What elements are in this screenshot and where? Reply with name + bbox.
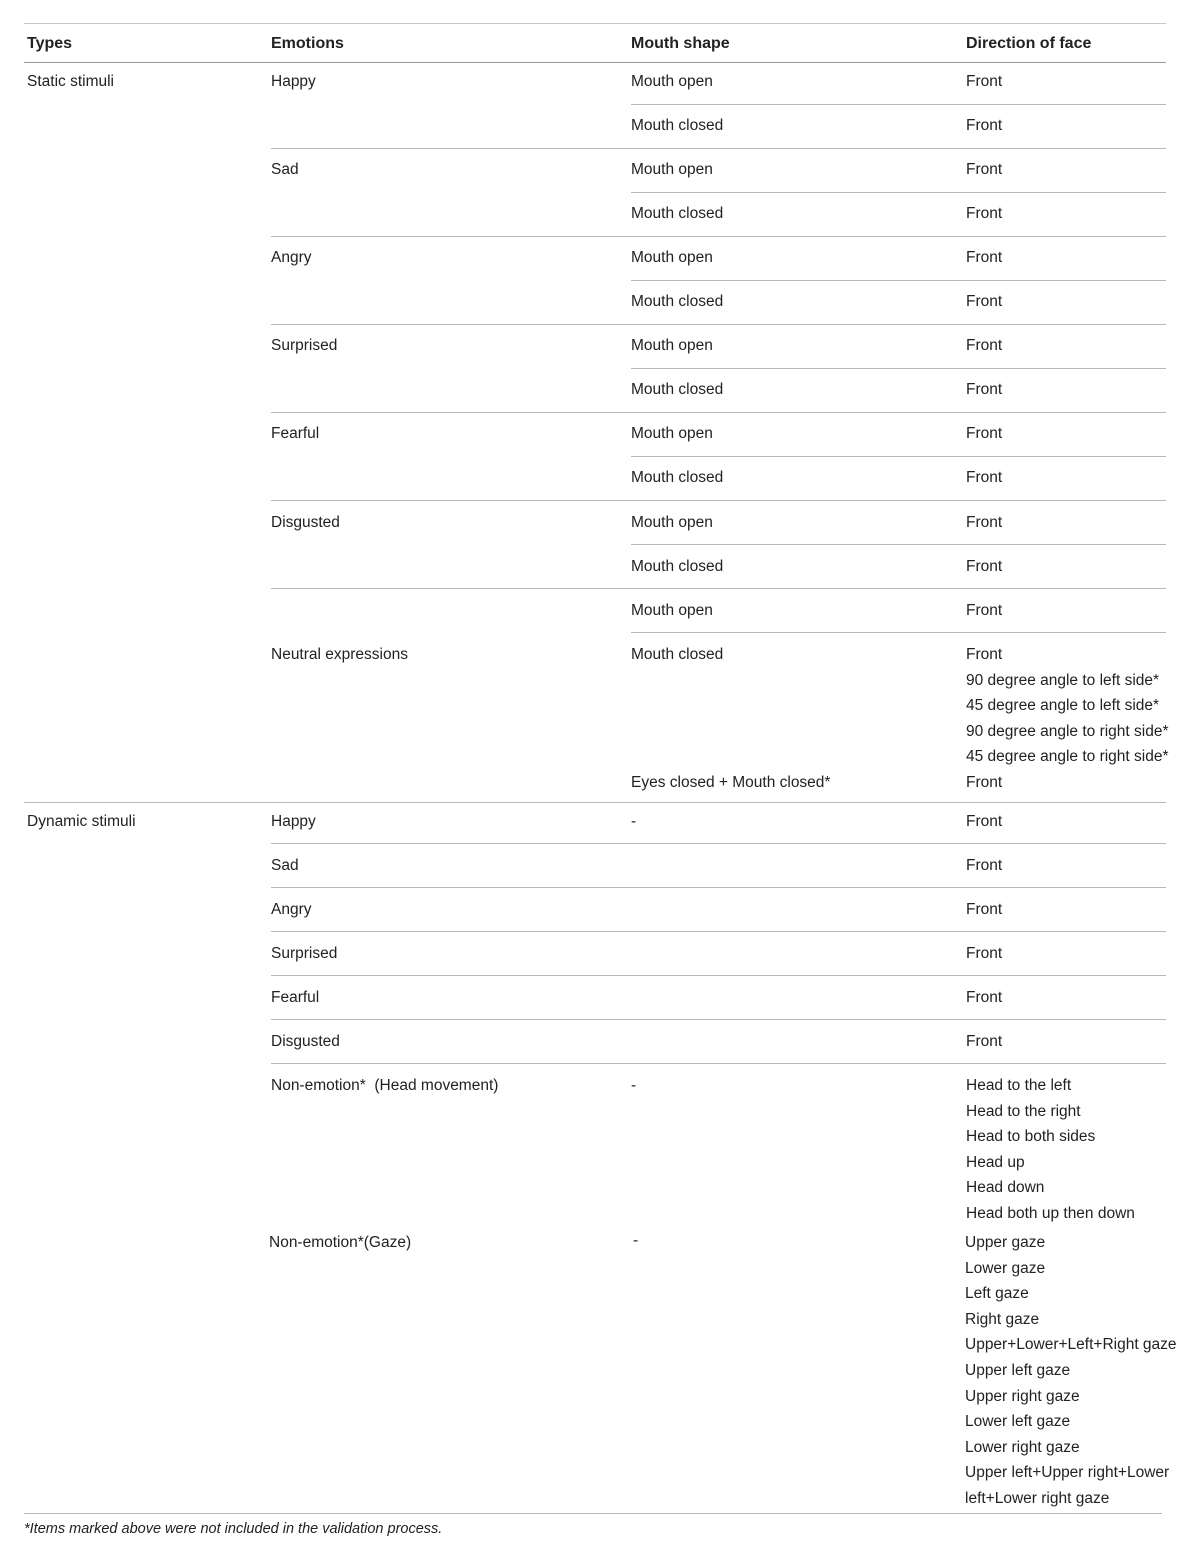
direction-cell: Front [966, 602, 1003, 619]
emotion-cell: Angry [271, 249, 312, 266]
row-rule [271, 975, 1166, 976]
direction-cell: Lower left gaze [965, 1413, 1071, 1430]
row-rule [271, 887, 1166, 888]
mouth-shape-cell: Mouth closed [631, 117, 724, 134]
direction-cell: Front [966, 1033, 1003, 1050]
direction-cell: Front [966, 469, 1003, 486]
mouth-shape-cell: Mouth closed [631, 646, 724, 663]
emotion-cell: Sad [271, 857, 299, 874]
row-rule [631, 544, 1166, 545]
row-rule [271, 500, 1166, 501]
direction-cell: Front [966, 857, 1003, 874]
emotion-cell: Happy [271, 813, 316, 830]
direction-cell: Front [966, 774, 1003, 791]
row-rule [271, 588, 1166, 589]
direction-cell: Front [966, 205, 1003, 222]
row-rule [631, 456, 1166, 457]
type-cell-dynamic: Dynamic stimuli [27, 813, 136, 830]
row-rule [271, 1019, 1166, 1020]
direction-cell: Upper left+Upper right+Lower [965, 1464, 1170, 1481]
emotion-cell-neutral: Neutral expressions [271, 646, 408, 663]
row-rule [631, 368, 1166, 369]
direction-cell: Upper right gaze [965, 1388, 1080, 1405]
mouth-shape-cell: - [631, 1077, 637, 1094]
type-cell-static: Static stimuli [27, 73, 114, 90]
row-rule [271, 148, 1166, 149]
direction-cell: Front [966, 337, 1003, 354]
direction-cell: Front [966, 901, 1003, 918]
direction-cell: 45 degree angle to left side* [966, 697, 1160, 714]
direction-cell: Lower gaze [965, 1260, 1046, 1277]
mouth-shape-cell: Mouth closed [631, 205, 724, 222]
emotion-cell: Happy [271, 73, 316, 90]
direction-cell: Upper left gaze [965, 1362, 1071, 1379]
emotion-cell: Angry [271, 901, 312, 918]
direction-cell: Front [966, 381, 1003, 398]
table-top-rule [24, 23, 1166, 24]
mouth-shape-cell: Mouth open [631, 337, 713, 354]
table-bottom-rule [24, 1513, 1162, 1514]
direction-cell: Front [966, 514, 1003, 531]
direction-cell: Left gaze [965, 1285, 1029, 1302]
emotion-cell: Fearful [271, 425, 320, 442]
direction-cell: Front [966, 249, 1003, 266]
emotion-cell: Disgusted [271, 1033, 340, 1050]
direction-cell: Upper gaze [965, 1234, 1046, 1251]
mouth-shape-cell: Mouth open [631, 249, 713, 266]
emotion-cell: Surprised [271, 945, 338, 962]
direction-cell: Front [966, 646, 1003, 663]
direction-cell: Head down [966, 1179, 1045, 1196]
direction-cell: Front [966, 989, 1003, 1006]
mouth-shape-cell: Mouth open [631, 73, 713, 90]
row-rule [631, 632, 1166, 633]
direction-cell: Front [966, 425, 1003, 442]
row-rule [271, 236, 1166, 237]
emotion-cell: Surprised [271, 337, 338, 354]
direction-cell: Front [966, 293, 1003, 310]
direction-cell: Head up [966, 1154, 1025, 1171]
direction-cell: Head to both sides [966, 1128, 1096, 1145]
table-footnote: *Items marked above were not included in the validation process. [24, 1521, 443, 1537]
direction-cell: left+Lower right gaze [965, 1490, 1110, 1507]
direction-cell: Front [966, 73, 1003, 90]
direction-cell: 45 degree angle to right side* [966, 748, 1169, 765]
mouth-shape-cell: Mouth closed [631, 558, 724, 575]
mouth-shape-cell: Mouth closed [631, 381, 724, 398]
mouth-shape-cell: Mouth closed [631, 293, 724, 310]
row-rule [631, 104, 1166, 105]
column-header-types: Types [27, 35, 73, 52]
mouth-shape-cell: Mouth open [631, 425, 713, 442]
direction-cell: Front [966, 117, 1003, 134]
header-bottom-rule [24, 62, 1166, 63]
column-header-mouth-shape: Mouth shape [631, 35, 730, 52]
row-rule [271, 1063, 1166, 1064]
column-header-emotions: Emotions [271, 35, 344, 52]
emotion-cell: Disgusted [271, 514, 340, 531]
direction-cell: 90 degree angle to left side* [966, 672, 1160, 689]
column-header-direction: Direction of face [966, 35, 1092, 52]
mouth-shape-cell: Mouth open [631, 514, 713, 531]
section-rule [24, 802, 1166, 803]
direction-cell: Front [966, 161, 1003, 178]
mouth-shape-cell: Eyes closed + Mouth closed* [631, 774, 831, 791]
direction-cell: Front [966, 945, 1003, 962]
emotion-cell-head-movement: Non-emotion* (Head movement) [271, 1077, 499, 1094]
mouth-shape-cell: - [631, 813, 637, 830]
emotion-cell: Fearful [271, 989, 320, 1006]
row-rule [271, 931, 1166, 932]
row-rule [631, 280, 1166, 281]
row-rule [271, 324, 1166, 325]
mouth-shape-cell: Mouth open [631, 602, 713, 619]
direction-cell: Head to the right [966, 1103, 1081, 1120]
direction-cell: Upper+Lower+Left+Right gaze [965, 1336, 1177, 1353]
row-rule [631, 192, 1166, 193]
mouth-shape-cell: Mouth closed [631, 469, 724, 486]
direction-cell: Right gaze [965, 1311, 1040, 1328]
direction-cell: Front [966, 558, 1003, 575]
mouth-shape-cell: Mouth open [631, 161, 713, 178]
direction-cell: Lower right gaze [965, 1439, 1080, 1456]
direction-cell: 90 degree angle to right side* [966, 723, 1169, 740]
emotion-cell: Sad [271, 161, 299, 178]
mouth-shape-cell: - [633, 1232, 639, 1249]
direction-cell: Head both up then down [966, 1205, 1135, 1222]
emotion-cell-gaze: Non-emotion*(Gaze) [269, 1234, 412, 1251]
direction-cell: Head to the left [966, 1077, 1072, 1094]
row-rule [271, 412, 1166, 413]
direction-cell: Front [966, 813, 1003, 830]
row-rule [271, 843, 1166, 844]
